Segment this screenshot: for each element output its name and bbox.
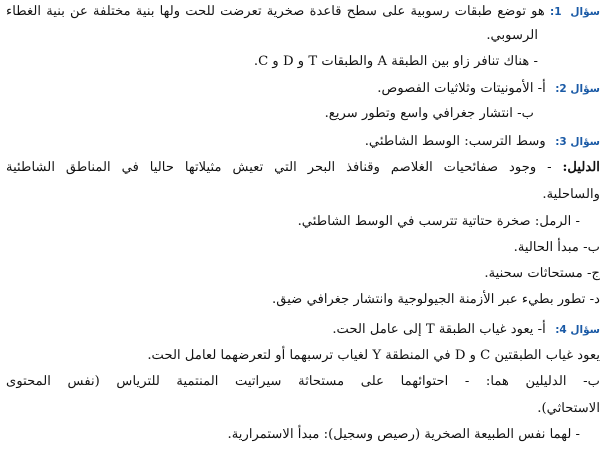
q2-line-a — [6, 77, 600, 101]
q3-label: سؤال 3: — [555, 136, 600, 148]
q3-evidence-label: الدليل: — [562, 160, 600, 175]
q4-line-b3: - لهما نفس الطبيعة الصخرية (رصيص وسجيل): مبدأ الاستمرارية. — [227, 427, 580, 442]
q2-line-b: ب- انتشار جغرافي واسع وتطور سريع. — [324, 106, 534, 121]
q4-line-b2: الاستحاثي). — [537, 401, 600, 416]
q3-line-evidence-cont: والساحلية. — [542, 187, 600, 202]
q4-line-a2: يعود غياب الطبقتين C و D في المنطقة Y لغياب ترسبهما أو لتعرضهما لعامل الحت. — [147, 348, 600, 363]
q4-answer-a: أ- يعود غياب الطبقة T إلى عامل الحت. — [332, 322, 546, 337]
q1-line-2: الرسوبي. — [486, 28, 538, 43]
q3-line-sand: - الرمل: صخرة حتاتية تترسب في الوسط الشاطئي. — [297, 214, 580, 229]
q3-environment: وسط الترسب: الوسط الشاطئي. — [364, 134, 546, 149]
q4-line-a — [6, 318, 600, 342]
q3-line-b: ب- مبدأ الحالية. — [513, 240, 600, 255]
q3-line-evidence — [6, 156, 600, 180]
q3-line-env — [6, 130, 600, 154]
q3-line-c: ج- مستحاثات سحنية. — [484, 266, 600, 281]
q4-line-b1: ب- الدليلين هما: - احتوائهما على مستحاثة سيراتيت المنتمية للترياس (نفس المحتوى — [6, 374, 600, 389]
q4-label: سؤال 4: — [555, 324, 600, 336]
q1-line-1 — [6, 0, 600, 24]
q3-evidence-text: - وجود صفائحيات الغلاصم وقنافذ البحر التي تعيش مثيلاتها حاليا في المناطق الشاطئية — [6, 160, 552, 175]
q1-line-3: - هناك تنافر زاو بين الطبقة A والطبقات T و D و C. — [253, 54, 538, 69]
q1-label: سؤال 1: — [550, 6, 600, 18]
q3-line-d: د- تطور بطيء عبر الأزمنة الجيولوجية وانتشار جغرافي ضيق. — [272, 292, 600, 307]
q2-label: سؤال 2: — [555, 83, 600, 95]
q2-answer-a: أ- الأمونيتات وثلاثيات الفصوص. — [377, 81, 546, 96]
q1-answer-text: هو توضع طبقات رسوبية على سطح قاعدة صخرية تعرضت للحت ولها بنية مختلفة عن بنية الغطاء — [6, 4, 545, 19]
